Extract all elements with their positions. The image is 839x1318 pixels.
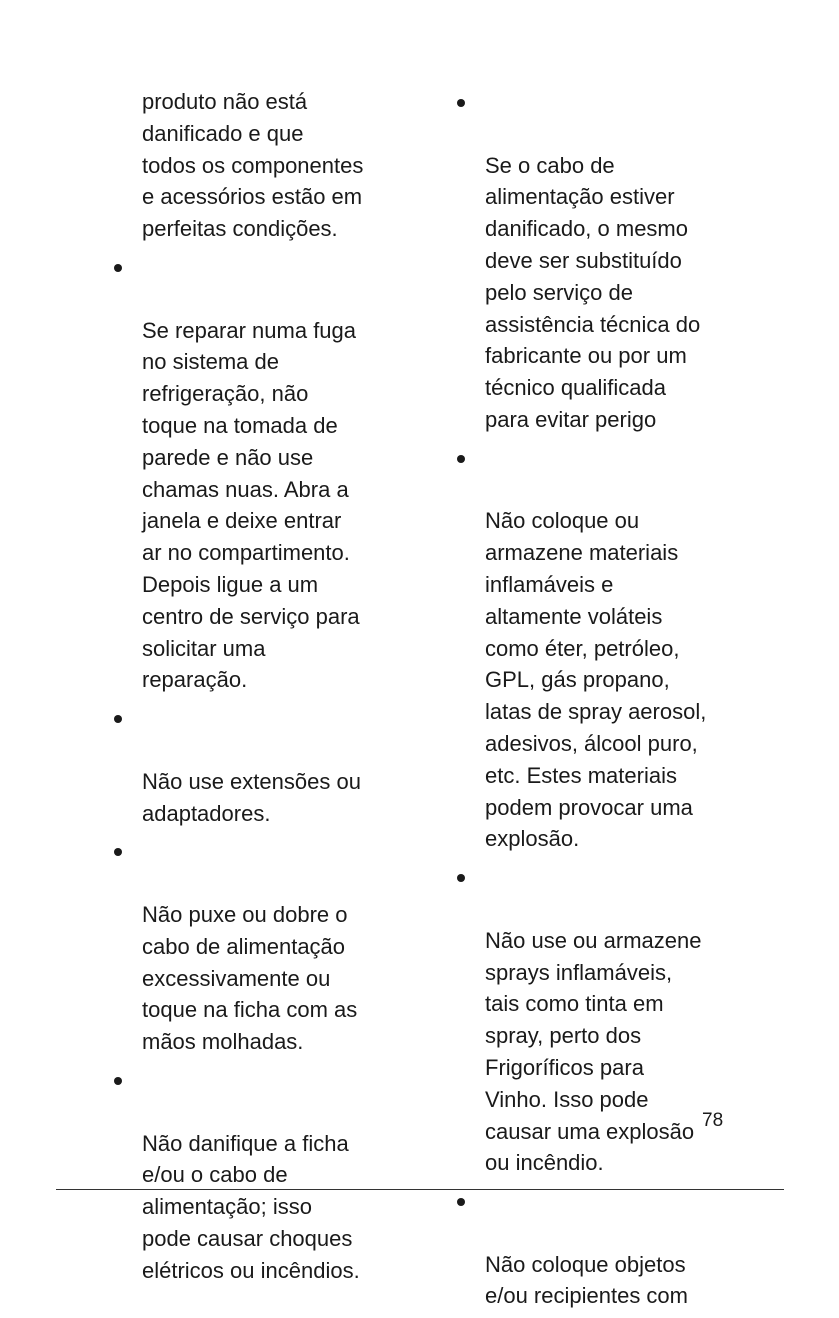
list-item	[112, 1064, 402, 1287]
left-column	[112, 86, 402, 1292]
list-item-text: Se reparar numa fuga no sistema de refrigeração, não toque na tomada de parede e não use chamas nuas. Abra a janela e deixe entrar ar no compartimento. Depois ligue a um centro de serviço para solicitar uma reparação.	[142, 317, 360, 693]
bullet-icon	[457, 1198, 465, 1206]
continuation-text: produto não está danificado e que todos os componentes e acessórios estão em perfeitas condições.	[142, 89, 364, 242]
list-item-text: Não danifique a ficha e/ou o cabo de alimentação; isso pode causar choques elétricos ou incêndios.	[142, 1130, 360, 1283]
bullet-icon	[457, 874, 465, 882]
list-item-text: Não use ou armazene sprays inflamáveis, tais como tinta em spray, perto dos Frigoríficos para Vinho. Isso pode causar uma explosão ou incêndio.	[485, 927, 702, 1176]
bullet-icon	[457, 455, 465, 463]
right-column	[455, 86, 745, 1318]
list-item-text: Se o cabo de alimentação estiver danificado, o mesmo deve ser substituído pelo serviço de assistência técnica do fabricante ou por um técnico qualificada para evitar perigo	[485, 152, 701, 432]
bullet-icon	[114, 1077, 122, 1085]
list-item	[112, 702, 402, 829]
list-item	[455, 1185, 745, 1312]
list-item	[112, 835, 402, 1058]
bullet-icon	[457, 99, 465, 107]
bullet-icon	[114, 715, 122, 723]
page-number: 78	[702, 1110, 724, 1131]
footer-divider	[56, 1189, 784, 1190]
bullet-icon	[114, 848, 122, 856]
list-item	[112, 251, 402, 696]
list-item	[455, 442, 745, 855]
list-item-text: Não coloque ou armazene materiais inflamáveis e altamente voláteis como éter, petróleo, GPL, gás propano, latas de spray aerosol, adesivos, álcool puro, etc. Estes materiais podem provocar uma explosão.	[485, 508, 707, 852]
list-item-text: Não coloque objetos e/ou recipientes com	[485, 1251, 688, 1309]
list-item	[455, 86, 745, 436]
list-item-text: Não puxe ou dobre o cabo de alimentação excessivamente ou toque na ficha com as mãos molhadas.	[142, 901, 358, 1055]
list-item-text: Não use extensões ou adaptadores.	[142, 768, 361, 826]
bullet-icon	[114, 264, 122, 272]
